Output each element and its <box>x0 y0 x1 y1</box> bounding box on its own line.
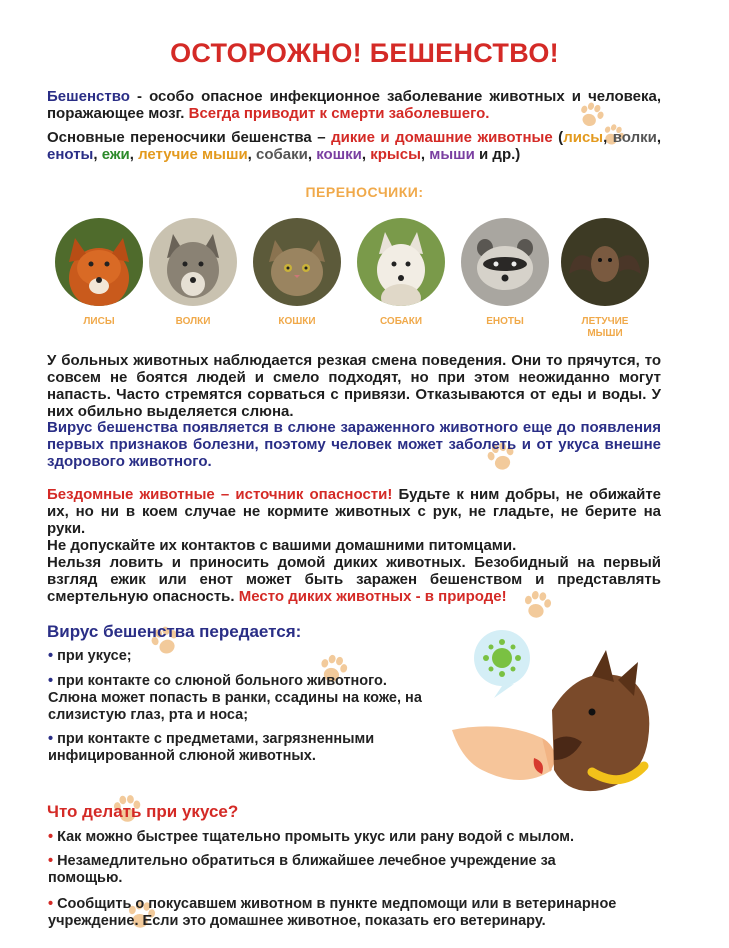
comma: , <box>93 146 102 163</box>
carriers-highlight: дикие и домашние животные <box>331 129 553 146</box>
bite-item: • Как можно быстрее тщательно промыть укус или рану водой с мылом. <box>48 829 575 845</box>
transmission-text: при укусе; <box>57 648 132 664</box>
animal-bat <box>560 218 650 340</box>
comma: , <box>307 146 317 163</box>
animal-cat <box>252 218 342 328</box>
animal-raccoon <box>460 218 550 328</box>
word-bats: летучие мыши <box>138 146 248 163</box>
transmission-text: при контакте со слюной больного животного. Слюна может попасть в ранки, ссадины на коже, на слизистую глаз, рта и носа; <box>48 673 422 723</box>
bite-text: Как можно быстрее тщательно промыть укус или рану водой с мылом. <box>57 829 575 845</box>
word-hedgehogs: ежи <box>101 146 130 163</box>
animal-dog <box>356 218 446 328</box>
comma: , <box>420 146 430 163</box>
paren-open: ( <box>552 129 564 146</box>
paren-close: и др.) <box>474 146 521 163</box>
bite-item: • Сообщить о покусавшем животном в пункте медпомощи или в ветеринарное учреждение. Если это домашнее животное, показать его ветеринару. <box>48 896 617 929</box>
animal-label: ЛЕТУЧИЕ МЫШИ <box>581 316 629 339</box>
bite-text: Сообщить о покусавшем животном в пункте медпомощи или в ветеринарное учреждение. Если это домашнее животное, показать его ветеринару. <box>48 896 617 929</box>
term: Бешенство <box>47 88 130 105</box>
animal-label: КОШКИ <box>278 316 316 327</box>
word-cats: кошки <box>316 146 362 163</box>
transmission-heading: Вирус бешенства передается: <box>47 622 302 641</box>
stray-warning: Бездомные животные – источник опасности! <box>47 486 393 503</box>
word-foxes: лисы <box>563 129 604 146</box>
behavior-paragraph: У больных животных наблюдается резкая смена поведения. Они то прячутся, то совсем не боятся людей и смело подходят, но при этом неожиданно могут напасть. Часто стремятся сорваться с привязи. Отказываются от еды и воды. У них обильно выделяется слюна. <box>47 352 661 420</box>
word-dogs: собаки <box>256 146 308 163</box>
bite-text: Незамедлительно обратиться в ближайшее лечебное учреждение за помощью. <box>48 853 556 886</box>
word-mice: мыши <box>429 146 475 163</box>
raccoon-photo-icon <box>461 218 549 306</box>
comma: , <box>603 129 613 146</box>
comma: , <box>656 129 662 146</box>
word-rats: крысы <box>370 146 421 163</box>
carriers-heading: ПЕРЕНОСЧИКИ: <box>305 184 424 200</box>
transmission-item: • при укусе; <box>48 648 132 664</box>
stray-line2: Не допускайте их контактов с вашими домашними питомцами. <box>47 537 517 554</box>
word-wolves: волки <box>612 129 657 146</box>
carriers-prefix: Основные переносчики бешенства – <box>47 129 332 146</box>
transmission-item: • при контакте со слюной больного животного. Слюна может попасть в ранки, ссадины на коже, на слизистую глаз, рта и носа; <box>48 673 422 723</box>
intro-paragraph <box>47 88 661 122</box>
bite-item: • Незамедлительно обратиться в ближайшее лечебное учреждение за помощью. <box>48 853 556 886</box>
fox-photo-icon <box>55 218 143 306</box>
stray-paragraph <box>47 486 661 605</box>
bite-heading: Что делать при укусе? <box>47 802 239 821</box>
stray-advice: Будьте к ним добры, не обижайте их, но ни в коем случае не кормите животных с рук, не гладьте, не берите на руки. <box>47 486 662 537</box>
dog-bite-illustration <box>442 620 654 810</box>
transmission-item: • при контакте с предметами, загрязненными инфицированной слюной животных. <box>48 731 375 764</box>
animal-fox <box>54 218 144 328</box>
stray-line3: Нельзя ловить и приносить домой диких животных. Безобидный на первый взгляд ежик или енот может быть заражен бешенством и представлять смертельную опасность. <box>47 554 661 605</box>
carriers-paragraph <box>47 129 661 163</box>
animal-label: ВОЛКИ <box>175 316 211 327</box>
animal-wolf <box>148 218 238 328</box>
cat-photo-icon <box>253 218 341 306</box>
death-warning: Всегда приводит к смерти заболевшего. <box>188 105 490 122</box>
comma: , <box>361 146 371 163</box>
comma: , <box>129 146 139 163</box>
wolf-photo-icon <box>149 218 237 306</box>
wild-place: Место диких животных - в природе! <box>238 588 507 605</box>
page-title: ОСТОРОЖНО! БЕШЕНСТВО! <box>170 38 559 68</box>
dog-photo-icon <box>357 218 445 306</box>
comma: , <box>247 146 257 163</box>
transmission-text: при контакте с предметами, загрязненными инфицированной слюной животных. <box>48 731 375 764</box>
word-raccoons: еноты <box>47 146 94 163</box>
definition: - особо опасное инфекционное заболевание животных и человека, поражающее мозг. <box>47 88 661 122</box>
animal-label: ЛИСЫ <box>83 316 115 327</box>
bat-photo-icon <box>561 218 649 306</box>
animal-label: ЕНОТЫ <box>486 316 524 327</box>
virus-note: Вирус бешенства появляется в слюне зараженного животного еще до появления первых признаков болезни, поэтому человек может заболеть и от укуса внешне здорового животного. <box>47 419 661 470</box>
animal-label: СОБАКИ <box>379 316 423 327</box>
